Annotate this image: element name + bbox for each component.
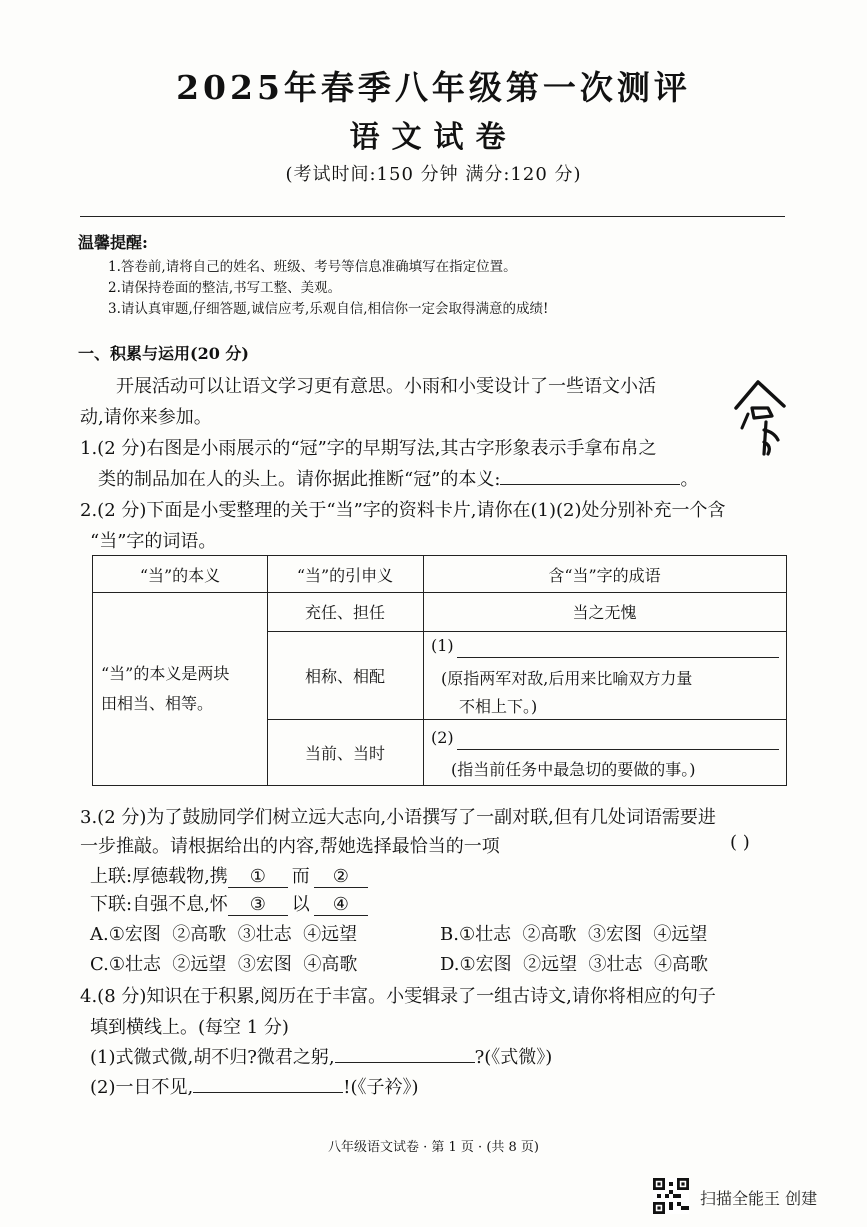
idiom-cell: 当之无愧 bbox=[572, 603, 637, 622]
couplet-lower: 下联:自强不息,怀 ③ 以 ④ bbox=[90, 890, 368, 916]
option-c[interactable]: C.①壮志 ②远望 ③宏图 ④高歌 bbox=[90, 954, 358, 975]
tip-item: 1.答卷前,请将自己的姓名、班级、考号等信息准确填写在指定位置。 bbox=[108, 259, 517, 275]
question-1-text: 1.(2 分)右图是小雨展示的“冠”字的早期写法,其古字形象表示手拿布帛之 bbox=[80, 438, 657, 459]
idiom-note: (原指两军对敌,后用来比喻双方力量 bbox=[441, 669, 693, 688]
idiom-number: (2) bbox=[431, 728, 454, 747]
question-2-text: “当”字的词语。 bbox=[90, 531, 217, 552]
idiom-answer-blank[interactable] bbox=[457, 657, 779, 658]
intro-text: 动,请你来参加。 bbox=[80, 407, 212, 428]
question-2-text: 2.(2 分)下面是小雯整理的关于“当”字的资料卡片,请你在(1)(2)处分别补充一个含 bbox=[80, 500, 726, 521]
extended-meaning-cell: 相称、相配 bbox=[304, 666, 385, 686]
exam-info: (考试时间:150 分钟 满分:120 分) bbox=[285, 164, 582, 185]
qr-code-icon bbox=[653, 1178, 689, 1214]
question-4-text: 填到横线上。(每空 1 分) bbox=[90, 1017, 289, 1038]
original-meaning-cell: “当”的本义是两块 田相当、相等。 bbox=[101, 663, 230, 713]
poem-answer-blank[interactable] bbox=[335, 1062, 475, 1063]
section-heading: 一、积累与运用(20 分) bbox=[78, 344, 249, 363]
exam-title: 2025年春季八年级第一次测评 bbox=[176, 68, 691, 107]
extended-meaning-cell: 充任、担任 bbox=[304, 603, 385, 622]
question-3-text: 一步推敲。请根据给出的内容,帮她选择最恰当的一项 bbox=[80, 836, 500, 857]
answer-paren[interactable]: ( ) bbox=[730, 832, 750, 853]
poem-item-1: (1)式微式微,胡不归?微君之躬, ?(《式微》) bbox=[90, 1047, 553, 1068]
poem-item-2: (2)一日不见, !(《子衿》) bbox=[90, 1077, 419, 1098]
couplet-upper: 上联:厚德载物,携 ① 而 ② bbox=[90, 862, 368, 888]
poem-answer-blank[interactable] bbox=[193, 1092, 343, 1093]
idiom-number: (1) bbox=[431, 636, 454, 655]
question-4-text: 4.(8 分)知识在于积累,阅历在于丰富。小雯辑录了一组古诗文,请你将相应的句子 bbox=[80, 986, 716, 1007]
question-1-text: 类的制品加在人的头上。请你据此推断“冠”的本义: 。 bbox=[98, 469, 699, 490]
question-3-text: 3.(2 分)为了鼓励同学们树立远大志向,小语撰写了一副对联,但有几处词语需要进 bbox=[80, 807, 716, 828]
couplet-blank[interactable]: ③ bbox=[228, 894, 288, 916]
tips-heading: 温馨提醒: bbox=[78, 233, 148, 252]
idiom-note: 不相上下。) bbox=[459, 697, 538, 716]
intro-text: 开展活动可以让语文学习更有意思。小雨和小雯设计了一些语文小活 bbox=[116, 376, 656, 397]
option-d[interactable]: D.①宏图 ②远望 ③壮志 ④高歌 bbox=[440, 954, 708, 975]
table-header: “当”的引申义 bbox=[296, 565, 394, 585]
option-a[interactable]: A.①宏图 ②高歌 ③壮志 ④远望 bbox=[90, 924, 358, 945]
couplet-blank[interactable]: ② bbox=[314, 866, 368, 888]
page-footer: 八年级语文试卷 · 第 1 页 · (共 8 页) bbox=[327, 1140, 539, 1155]
table-header: 含“当”字的成语 bbox=[548, 565, 661, 585]
couplet-blank[interactable]: ① bbox=[228, 866, 288, 888]
tip-item: 3.请认真审题,仔细答题,诚信应考,乐观自信,相信你一定会取得满意的成绩! bbox=[108, 301, 549, 317]
header-divider bbox=[80, 216, 785, 217]
option-b[interactable]: B.①壮志 ②高歌 ③宏图 ④远望 bbox=[440, 924, 708, 945]
couplet-blank[interactable]: ④ bbox=[314, 894, 368, 916]
idiom-note: (指当前任务中最急切的要做的事。) bbox=[451, 760, 696, 779]
extended-meaning-cell: 当前、当时 bbox=[304, 743, 385, 763]
table-header: “当”的本义 bbox=[139, 565, 221, 585]
answer-blank[interactable] bbox=[500, 484, 680, 485]
exam-subject-title: 语文试卷 bbox=[349, 120, 518, 155]
scanner-watermark: 扫描全能王 创建 bbox=[700, 1189, 818, 1208]
idiom-answer-blank[interactable] bbox=[457, 749, 779, 750]
dang-info-table bbox=[92, 555, 787, 786]
ancient-guan-glyph-icon bbox=[728, 372, 792, 462]
tip-item: 2.请保持卷面的整洁,书写工整、美观。 bbox=[108, 280, 342, 296]
